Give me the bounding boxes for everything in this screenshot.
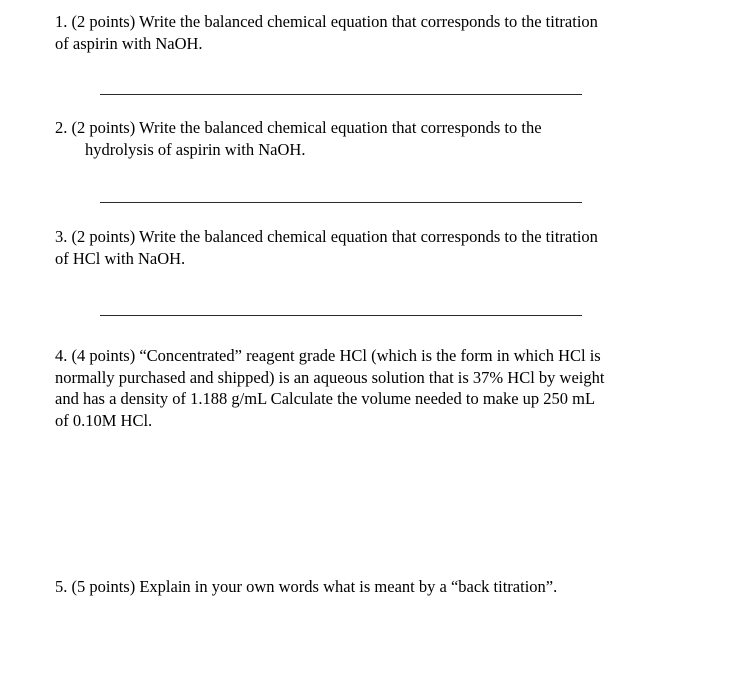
question-4-line-2: normally purchased and shipped) is an aqueous solution that is 37% HCl by weight — [55, 367, 605, 387]
answer-blank-line-3 — [100, 315, 582, 316]
question-1-line-2: of aspirin with NaOH. — [55, 33, 203, 53]
question-4-line-3: and has a density of 1.188 g/mL Calculate the volume needed to make up 250 mL — [55, 389, 596, 408]
question-3 — [55, 226, 672, 269]
question-2 — [55, 117, 672, 160]
question-4-line-1: 4. (4 points) “Concentrated” reagent grade HCl (which is the form in which HCl is — [55, 346, 601, 365]
question-2-line-2: hydrolysis of aspirin with NaOH. — [85, 139, 306, 159]
question-5-line-1: 5. (5 points) Explain in your own words what is meant by a “back titration”. — [55, 577, 558, 596]
question-4 — [55, 345, 672, 431]
question-1 — [55, 11, 672, 54]
question-3-line-2: of HCl with NaOH. — [55, 248, 186, 268]
question-2-line-1: 2. (2 points) Write the balanced chemical equation that corresponds to the — [55, 118, 542, 137]
answer-blank-line-1 — [100, 94, 582, 95]
answer-blank-line-2 — [100, 202, 582, 203]
question-1-line-1: 1. (2 points) Write the balanced chemical equation that corresponds to the titration — [55, 12, 598, 31]
question-5 — [55, 576, 672, 598]
question-4-line-4: of 0.10M HCl. — [55, 410, 153, 430]
question-3-line-1: 3. (2 points) Write the balanced chemical equation that corresponds to the titration — [55, 227, 598, 246]
